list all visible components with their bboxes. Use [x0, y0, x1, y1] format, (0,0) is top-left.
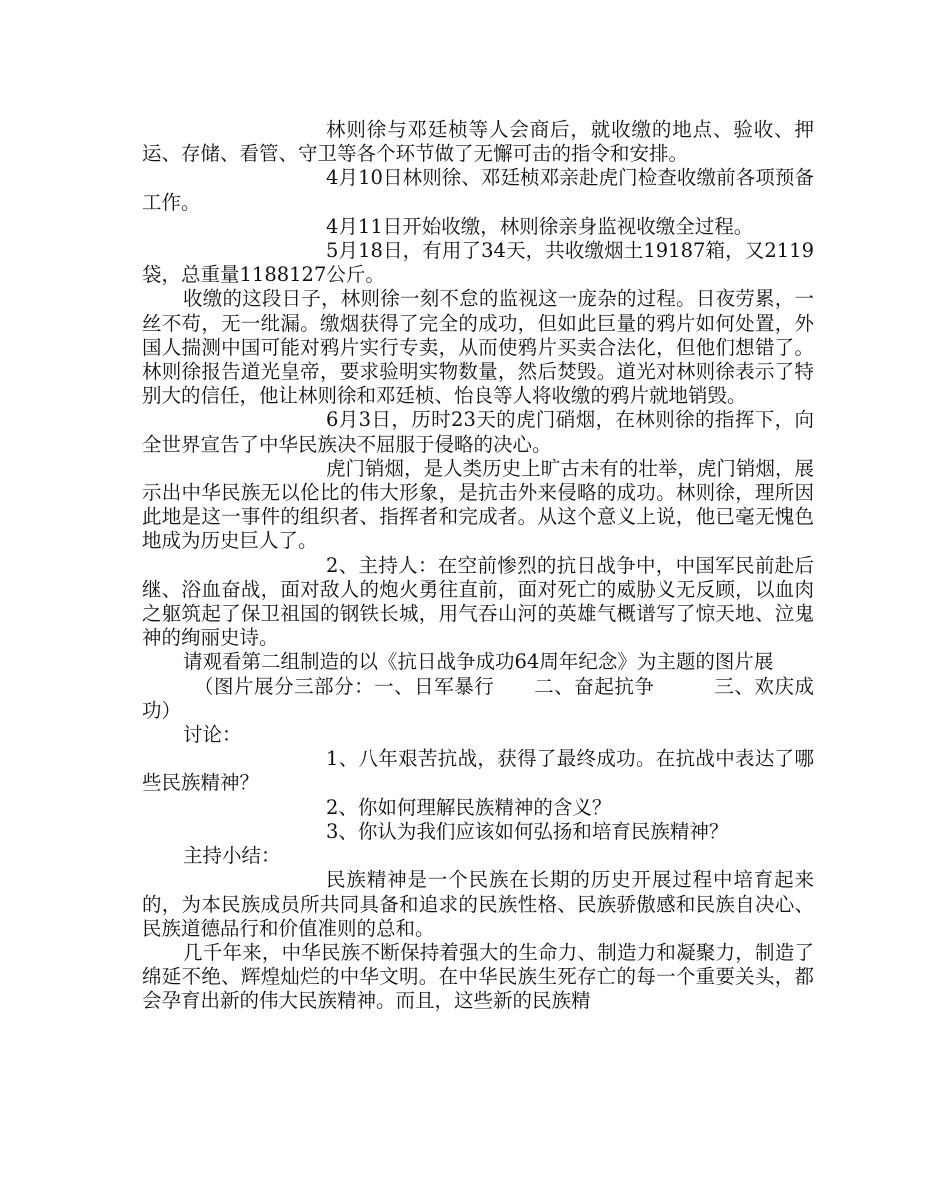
- question-item: 3、你认为我们应该如何弘扬和培育民族精神？: [326, 819, 729, 843]
- question-item: 1、八年艰苦抗战，获得了最终成功。在抗战中表达了哪些民族精神？: [142, 747, 814, 795]
- paragraph: 林则徐与邓廷桢等人会商后，就收缴的地点、验收、押运、存储、看管、守卫等各个环节做了无懈可击的指令和安排。: [142, 118, 814, 166]
- paragraph: 几千年来，中华民族不断保持着强大的生命力、制造力和凝聚力，制造了绵延不绝、辉煌灿烂的中华文明。在中华民族生死存亡的每一个重要关头，都会孕育出新的伟大民族精神。而且，这些新的民族精: [142, 940, 814, 1013]
- paragraph: 4月11日开始收缴，林则徐亲身监视收缴全过程。: [326, 214, 754, 238]
- summary-heading: 主持小结：: [183, 844, 281, 868]
- paragraph: 5月18日，有用了34天，共收缴烟土19187箱，又2119袋，总重量1188127公斤。: [142, 239, 814, 287]
- paragraph: 6月3日，历时23天的虎门硝烟，在林则徐的指挥下，向全世界宣告了中华民族决不屈服于侵略的决心。: [142, 408, 814, 456]
- paragraph: 民族精神是一个民族在长期的历史开展过程中培育起来的，为本民族成员所共同具备和追求的民族性格、民族骄傲感和民族自决心、民族道德品行和价值准则的总和。: [142, 868, 814, 940]
- paragraph: 2、主持人：在空前惨烈的抗日战争中，中国军民前赴后继、浴血奋战，面对敌人的炮火勇往直前，面对死亡的威胁义无反顾，以血肉之躯筑起了保卫祖国的钢铁长城，用气吞山河的英雄气概谱写了惊天地、泣鬼神的绚丽史诗。: [142, 553, 814, 650]
- paragraph: 4月10日林则徐、邓廷桢邓亲赴虎门检查收缴前各项预备工作。: [142, 166, 814, 214]
- document-page: [142, 118, 814, 1014]
- question-item: 2、你如何理解民族精神的含义？: [326, 795, 612, 819]
- paragraph: 收缴的这段日子，林则徐一刻不怠的监视这一庞杂的过程。日夜劳累，一丝不苟，无一纰漏。缴烟获得了完全的成功，但如此巨量的鸦片如何处置，外国人揣测中国可能对鸦片实行专卖，从而使鸦片买卖合法化，但他们想错了。林则徐报告道光皇帝，要求验明实物数量，然后焚毁。道光对林则徐表示了特别大的信任，他让林则徐和邓廷桢、怡良等人将收缴的鸦片就地销毁。: [142, 287, 814, 408]
- paragraph: 虎门销烟，是人类历史上旷古未有的壮举，虎门销烟，展示出中华民族无以伦比的伟大形象，是抗击外来侵略的成功。林则徐，理所因此地是这一事件的组织者、指挥者和完成者。从这个意义上说，他已毫无愧色地成为历史巨人了。: [142, 456, 814, 553]
- discussion-heading: 讨论：: [183, 723, 242, 747]
- paragraph: （图片展分三部分：一、日军暴行 二、奋起抗争 三、欢庆成功）: [142, 674, 814, 722]
- paragraph: 请观看第二组制造的以《抗日战争成功64周年纪念》为主题的图片展: [183, 650, 774, 674]
